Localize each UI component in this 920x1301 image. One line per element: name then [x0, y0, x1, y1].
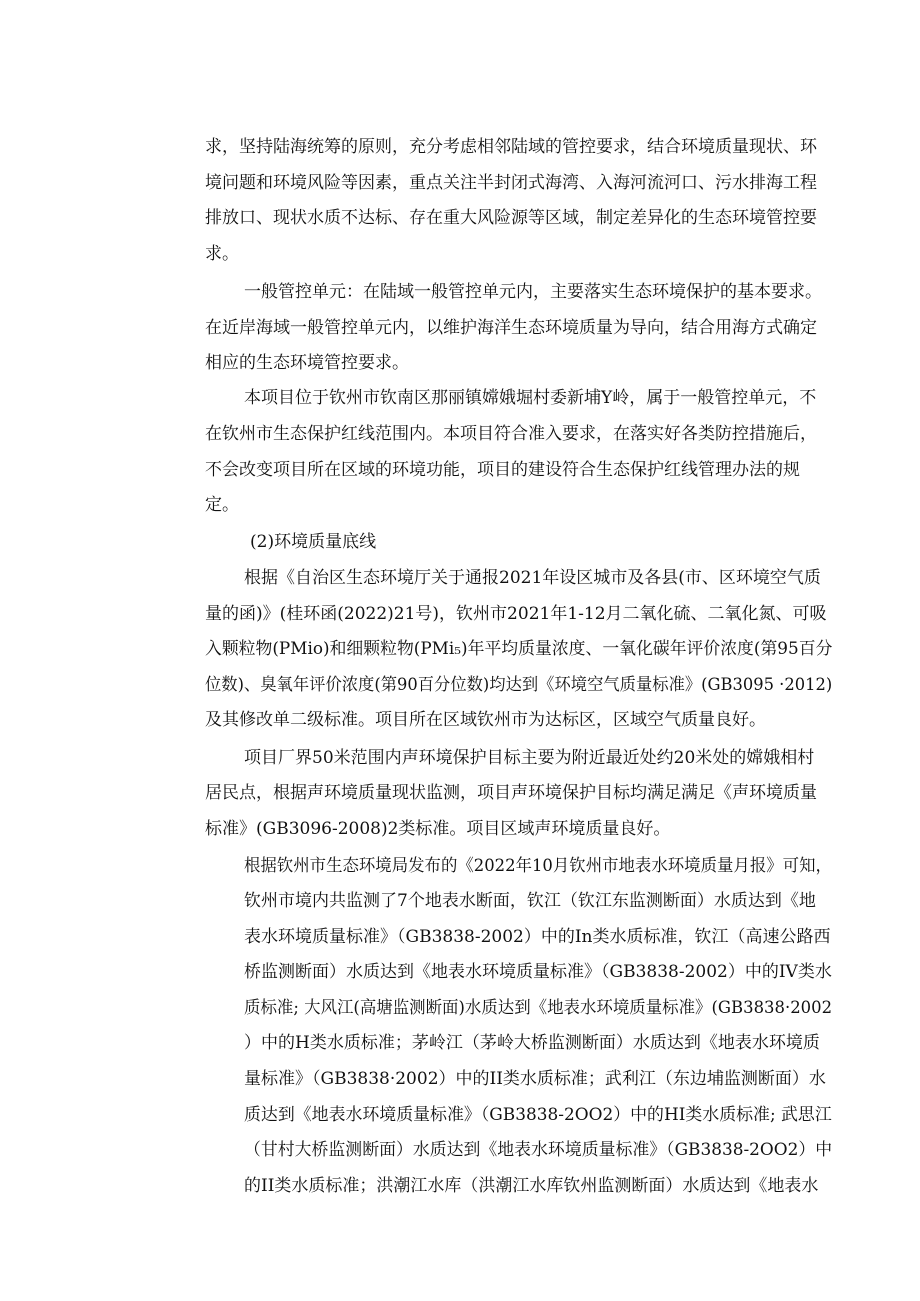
text-line-18: 项目厂界50米范围内声环境保护目标主要为附近最近处约20米处的嫦娥相村: [244, 748, 815, 768]
text-line-1: 求，坚持陆海统筹的原则，充分考虑相邻陆域的管控要求，结合环境质量现状、环: [205, 137, 817, 157]
text-line-15: 入颗粒物(PMio)和细颗粒物(PMi₅)年平均质量浓度、一氧化碳年评价浓度(第95百分: [205, 639, 833, 659]
text-line-6: 在近岸海域一般管控单元内，以维护海洋生态环境质量为导向，结合用海方式确定: [205, 318, 817, 338]
text-line-9: 在钦州市生态保护红线范围内。本项目符合准入要求，在落实好各类防控措施后，: [205, 424, 817, 444]
text-line-11: 定。: [205, 495, 239, 515]
text-line-26: ）中的H类水质标准；茅岭江（茅岭大桥监测断面）水质达到《地表水环境质: [244, 1033, 820, 1053]
text-line-25: 质标准; 大风江(高塘监测断面)水质达到《地表水环境质量标准》(GB3838·2002: [244, 998, 833, 1018]
text-line-10: 不会改变项目所在区域的环境功能，项目的建设符合生态保护红线管理办法的规: [205, 460, 800, 480]
text-line-29: （甘村大桥监测断面）水质达到《地表水环境质量标准》（GB3838-2OO2）中: [244, 1140, 833, 1160]
text-line-19: 居民点，根据声环境质量现状监测，项目声环境保护目标均满足满足《声环境质量: [205, 783, 817, 803]
text-line-3: 排放口、现状水质不达标、存在重大风险源等区域，制定差异化的生态环境管控要: [205, 208, 817, 228]
text-line-16: 位数)、臭氧年评价浓度(第90百分位数)均达到《环境空气质量标准》(GB3095 ·2012): [205, 675, 833, 695]
text-line-20: 标准》(GB3096-2008)2类标准。项目区域声环境质量良好。: [205, 819, 671, 839]
text-line-24: 桥监测断面）水质达到《地表水环境质量标准》（GB3838-2002）中的IV类水: [244, 962, 832, 982]
text-line-23: 表水环境质量标准》（GB3838-2002）中的In类水质标准，钦江（高速公路西: [244, 927, 831, 947]
section-heading-environmental-quality: (2)环境质量底线: [250, 532, 377, 552]
text-line-4: 求。: [205, 244, 239, 264]
text-line-21: 根据钦州市生态环境局发布的《2022年10月钦州市地表水环境质量月报》可知，: [244, 856, 832, 876]
text-line-14: 量的函)》(桂环函(2022)21号)，钦州市2021年1-12月二氧化硫、二氧化氮、可吸: [205, 604, 827, 624]
text-line-2: 境问题和环境风险等因素，重点关注半封闭式海湾、入海河流河口、污水排海工程: [205, 173, 817, 193]
text-line-5: 一般管控单元：在陆域一般管控单元内，主要落实生态环境保护的基本要求。: [244, 282, 822, 302]
text-line-30: 的II类水质标准；洪潮江水库（洪潮江水库钦州监测断面）水质达到《地表水: [244, 1176, 819, 1196]
text-line-28: 质达到《地表水环境质量标准》（GB3838-2OO2）中的HI类水质标准; 武思江: [244, 1105, 832, 1125]
text-line-17: 及其修改单二级标准。项目所在区域钦州市为达标区，区域空气质量良好。: [205, 710, 766, 730]
text-line-7: 相应的生态环境管控要求。: [205, 353, 409, 373]
text-line-27: 量标准》（GB3838·2002）中的II类水质标准；武利江（东边埔监测断面）水: [244, 1069, 826, 1089]
text-line-22: 钦州市境内共监测了7个地表水断面，钦江（钦江东监测断面）水质达到《地: [244, 891, 816, 911]
text-line-8: 本项目位于钦州市钦南区那丽镇嫦娥堀村委新埔Y岭，属于一般管控单元，不: [244, 388, 817, 408]
text-line-13: 根据《自治区生态环境厅关于通报2021年设区城市及各县(市、区环境空气质: [244, 568, 821, 588]
